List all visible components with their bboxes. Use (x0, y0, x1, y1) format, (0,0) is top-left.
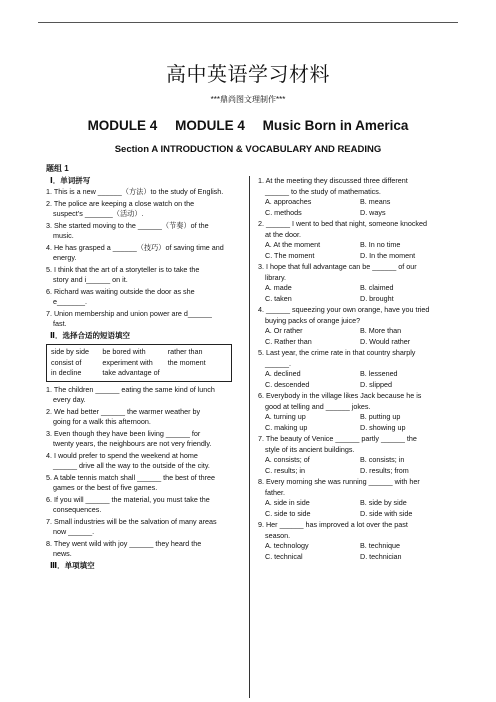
answer-option: A. turning up (265, 412, 306, 421)
answer-option: A. consists; of (265, 455, 310, 464)
question-stem: 9. Her ______ has improved a lot over the past (258, 520, 408, 529)
section-3-heading: Ⅲ．单项填空 (50, 560, 95, 570)
phrase-fill-item (46, 429, 242, 450)
spelling-item (46, 265, 242, 286)
spelling-item-text: 4. He has grasped a ______（技巧）of saving time and (46, 242, 224, 252)
page-title: 高中英语学习材料 (166, 64, 330, 86)
module-subtitle: Music Born in America (262, 118, 409, 133)
spelling-item (46, 187, 242, 198)
spelling-item-continuation: story and i______ on it. (53, 275, 128, 284)
answer-option: C. taken (265, 293, 292, 303)
question-stem-continuation: library. (265, 272, 287, 282)
answer-options (258, 369, 452, 390)
answer-option: D. showing up (360, 422, 406, 432)
answer-option: A. made (265, 283, 292, 292)
phrase-option: experiment with (102, 357, 153, 367)
question-item (258, 434, 452, 476)
question-stem-continuation: good at telling and ______ jokes. (265, 401, 371, 411)
answer-option: C. technical (265, 551, 303, 561)
spelling-item-text: 6. Richard was waiting outside the door as she (46, 286, 195, 296)
answer-option: B. putting up (360, 412, 401, 421)
phrase-option: rather than (167, 347, 203, 356)
spelling-item (46, 243, 242, 264)
phrase-fill-item (46, 517, 242, 538)
spelling-item (46, 221, 242, 242)
phrase-row (51, 368, 227, 379)
phrase-fill-item (46, 407, 242, 428)
phrase-fill-item-text: 7. Small industries will be the salvation of many areas (46, 516, 217, 526)
phrase-box (46, 344, 232, 382)
credit-line: ***鼎尚图文理制作*** (210, 95, 286, 104)
answer-options (258, 197, 452, 218)
phrase-fill-item-continuation: going for a walk this afternoon. (53, 417, 151, 426)
answer-option: C. The moment (265, 250, 315, 260)
phrase-fill-item-text: 6. If you will ______ the material, you must take the (46, 494, 210, 504)
group-title: 题组 1 (46, 164, 69, 173)
answer-option: B. technique (360, 541, 400, 550)
phrase-fill-list (46, 385, 242, 560)
phrase-fill-item-text: 5. A table tennis match shall ______ the best of three (46, 472, 216, 482)
phrase-option: the moment (167, 357, 206, 367)
phrase-fill-item-continuation: games or the best of five games. (53, 483, 158, 492)
question-stem-continuation: father. (265, 487, 285, 497)
spelling-item-text: 5. I think that the art of a storyteller is to take the (46, 264, 200, 274)
spelling-item-text: 2. The police are keeping a close watch on the (46, 198, 195, 208)
phrase-option: take advantage of (102, 368, 160, 377)
phrase-fill-item (46, 451, 242, 472)
answer-options (258, 498, 452, 519)
question-stem-continuation: style of its ancient buildings. (265, 444, 355, 454)
phrase-fill-item-text: 4. I would prefer to spend the weekend at home (46, 450, 198, 460)
spelling-item-continuation: music. (53, 231, 74, 240)
spelling-item-continuation: energy. (53, 253, 77, 262)
answer-option: A. declined (265, 369, 301, 378)
spelling-item-continuation: e_______. (53, 297, 87, 306)
answer-option: C. results; in (265, 465, 305, 475)
answer-option: D. ways (360, 207, 386, 217)
spelling-item (46, 287, 242, 308)
answer-option: C. methods (265, 207, 302, 217)
answer-option: C. making up (265, 422, 308, 432)
question-item (258, 262, 452, 304)
header-rule (38, 22, 458, 23)
phrase-row (51, 347, 227, 358)
spelling-item-continuation: suspect’s _______（活动）. (53, 209, 144, 218)
question-stem: 6. Everybody in the village likes Jack because he is (258, 391, 422, 400)
answer-option: B. side by side (360, 498, 407, 507)
answer-option: A. side in side (265, 498, 310, 507)
phrase-fill-item-text: 1. The children ______ eating the same kind of lunch (46, 384, 215, 394)
answer-option: B. More than (360, 326, 402, 335)
answer-option: C. Rather than (265, 336, 312, 346)
question-stem: 4. ______ squeezing your own orange, have you tried (258, 305, 430, 314)
phrase-fill-item-continuation: every day. (53, 395, 86, 404)
section-2-heading: Ⅱ．选择合适的短语填空 (50, 330, 130, 340)
module-label-2: MODULE 4 (175, 118, 245, 133)
answer-option: D. results; from (360, 465, 409, 475)
question-stem: 8. Every morning she was running ______ with her (258, 477, 420, 486)
spelling-item-continuation: fast. (53, 319, 67, 328)
answer-option: B. consists; in (360, 455, 405, 464)
question-item (258, 477, 452, 519)
question-stem-continuation: season. (265, 530, 291, 540)
answer-option: B. lessened (360, 369, 398, 378)
question-item (258, 348, 452, 390)
spelling-item-text: 3. She started moving to the ______（节奏）of the (46, 220, 209, 230)
phrase-fill-item (46, 539, 242, 560)
question-item (258, 305, 452, 347)
phrase-fill-item-continuation: ______ drive all the way to the outside of the city. (53, 461, 210, 470)
answer-options (258, 412, 452, 433)
answer-option: D. Would rather (360, 336, 411, 346)
column-divider (249, 176, 250, 698)
phrase-row (51, 358, 227, 369)
phrase-fill-item-text: 2. We had better ______ the warmer weather by (46, 406, 201, 416)
phrase-fill-item (46, 495, 242, 516)
answer-option: C. descended (265, 379, 310, 389)
answer-option: A. Or rather (265, 326, 303, 335)
phrase-option: in decline (51, 368, 82, 377)
answer-options (258, 455, 452, 476)
spelling-item (46, 199, 242, 220)
section-heading: Section A INTRODUCTION & VOCABULARY AND READING (114, 144, 382, 155)
answer-options (258, 326, 452, 347)
question-stem-continuation: ______. (265, 358, 291, 368)
question-stem: 7. The beauty of Venice ______ partly ______ the (258, 434, 417, 443)
phrase-option: consist of (51, 357, 82, 367)
module-heading (0, 118, 496, 133)
phrase-fill-item-continuation: news. (53, 549, 72, 558)
question-stem: 5. Last year, the crime rate in that country sharply (258, 348, 416, 357)
answer-option: A. technology (265, 541, 309, 550)
phrase-fill-item-text: 3. Even though they have been living ______ for (46, 428, 201, 438)
question-stem-continuation: ______ to the study of mathematics. (265, 186, 381, 196)
phrase-fill-item-text: 8. They went wild with joy ______ they heard the (46, 538, 202, 548)
answer-option: A. At the moment (265, 240, 321, 249)
phrase-fill-item-continuation: twenty years, the neighbours are not very friendly. (53, 439, 212, 448)
answer-options (258, 541, 452, 562)
question-item (258, 176, 452, 218)
answer-option: B. means (360, 197, 391, 206)
question-stem-continuation: buying packs of orange juice? (265, 315, 361, 325)
phrase-fill-item-continuation: now ______. (53, 527, 95, 536)
question-stem: 2. ______ I went to bed that night, someone knocked (258, 219, 428, 228)
phrase-fill-item-continuation: consequences. (53, 505, 102, 514)
phrase-option: be bored with (102, 347, 146, 356)
phrase-fill-item (46, 385, 242, 406)
left-column (46, 164, 242, 572)
answer-option: D. In the moment (360, 250, 416, 260)
question-item (258, 520, 452, 562)
spelling-item-text: 7. Union membership and union power are d______ (46, 308, 212, 318)
answer-option: A. approaches (265, 197, 312, 206)
question-item (258, 219, 452, 261)
answer-option: D. slipped (360, 379, 392, 389)
spelling-item-text: 1. This is a new ______（方法）to the study of English. (46, 187, 224, 196)
module-label-1: MODULE 4 (87, 118, 158, 133)
phrase-option: side by side (51, 347, 89, 356)
question-stem: 3. I hope that full advantage can be ______ of our (258, 262, 417, 271)
answer-option: B. claimed (360, 283, 394, 292)
question-stem: 1. At the meeting they discussed three different (258, 176, 408, 185)
phrase-option (168, 368, 227, 379)
phrase-fill-item (46, 473, 242, 494)
answer-option: D. brought (360, 293, 394, 303)
spelling-list (46, 187, 242, 330)
answer-option: B. In no time (360, 240, 401, 249)
answer-options (258, 283, 452, 304)
answer-option: D. side with side (360, 508, 413, 518)
answer-option: C. side to side (265, 508, 311, 518)
question-item (258, 391, 452, 433)
spelling-item (46, 309, 242, 330)
answer-options (258, 240, 452, 261)
answer-option: D. technician (360, 551, 402, 561)
multiple-choice-list (258, 176, 452, 563)
question-stem-continuation: at the door. (265, 229, 301, 239)
section-1-heading: Ⅰ．单词拼写 (50, 175, 91, 185)
